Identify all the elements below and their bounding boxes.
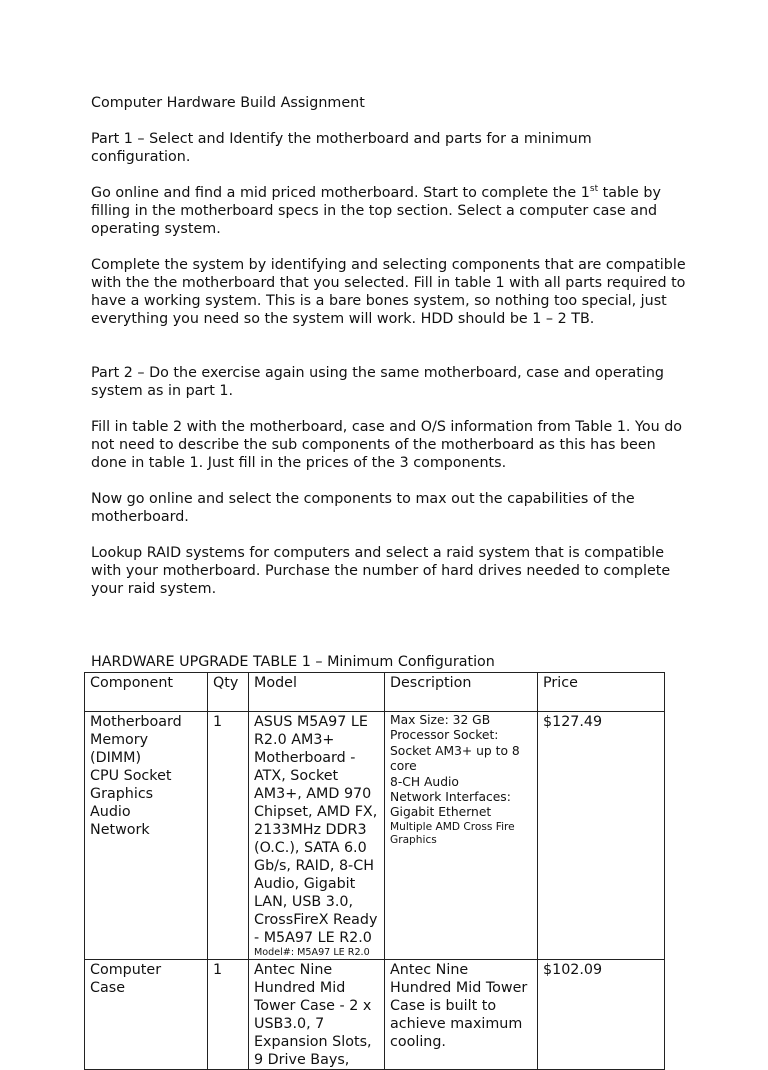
part2-raid: Lookup RAID systems for computers and select a raid system that is compatible with your motherboard. Purchase the number of hard drives needed to complete your raid system. — [91, 545, 671, 597]
header-component: Component — [85, 673, 208, 712]
component-line: Graphics — [90, 786, 154, 802]
header-price: Price — [538, 673, 665, 712]
component-line: (DIMM) — [90, 750, 142, 766]
component-line: Case — [90, 980, 125, 996]
model-text: ASUS M5A97 LE R2.0 AM3+ Motherboard - ATX, Socket AM3+, AMD 970 Chipset, AMD FX, 2133MHz DDR3 (O.C.), SATA 6.0 Gb/s, RAID, 8-CH Audio, Gigabit LAN, USB 3.0, CrossFireX Ready - M5A97 LE R2.0 — [254, 714, 378, 946]
header-model: Model — [249, 673, 385, 712]
part2-heading: Part 2 – Do the exercise again using the same motherboard, case and operating system as in part 1. — [91, 365, 664, 399]
price-cell: $127.49 — [538, 712, 665, 960]
qty-cell: 1 — [208, 712, 249, 960]
description-cell — [385, 712, 538, 960]
part2-instructions: Fill in table 2 with the motherboard, case and O/S information from Table 1. You do not need to describe the sub components of the motherboard as this has been done in table 1. Just fill in the prices of the 3 components. — [91, 419, 683, 471]
part1-heading: Part 1 – Select and Identify the motherboard and parts for a minimum configuration. — [91, 131, 592, 165]
description-cell: Antec Nine Hundred Mid Tower Case is built to achieve maximum cooling. — [385, 960, 538, 1070]
description-text: Max Size: 32 GB Processor Socket: Socket AM3+ up to 8 core 8-CH Audio Network Interfaces: Gigabit Ethernet — [390, 713, 520, 820]
component-line: Motherboard — [90, 714, 182, 730]
table-row — [85, 960, 665, 1070]
hardware-table-1 — [84, 672, 665, 1070]
model-cell — [249, 712, 385, 960]
ordinal-superscript: st — [589, 184, 599, 195]
document-body — [91, 94, 691, 616]
header-qty: Qty — [208, 673, 249, 712]
model-cell: Antec Nine Hundred Mid Tower Case - 2 x USB3.0, 7 Expansion Slots, 9 Drive Bays, — [249, 960, 385, 1070]
model-number: Model#: M5A97 LE R2.0 — [254, 947, 370, 958]
component-cell — [85, 712, 208, 960]
component-line: Memory — [90, 732, 149, 748]
document-title: Computer Hardware Build Assignment — [91, 95, 365, 111]
table-row — [85, 712, 665, 960]
table-header-row — [85, 673, 665, 712]
component-cell — [85, 960, 208, 1070]
component-line: Computer — [90, 962, 162, 978]
part1-text-after: table by filling in the motherboard specs in the top section. Select a computer case and operating system. — [91, 185, 661, 237]
table1-caption: HARDWARE UPGRADE TABLE 1 – Minimum Configuration — [91, 654, 495, 670]
component-line: Network — [90, 822, 150, 838]
part1-instructions — [91, 184, 691, 238]
price-cell: $102.09 — [538, 960, 665, 1070]
qty-cell: 1 — [208, 960, 249, 1070]
part2-components: Now go online and select the components to max out the capabilities of the motherboard. — [91, 491, 635, 525]
part1-text-before: Go online and find a mid priced motherboard. Start to complete the 1 — [91, 185, 590, 201]
component-line: CPU Socket — [90, 768, 172, 784]
component-line: Audio — [90, 804, 131, 820]
description-note: Multiple AMD Cross Fire Graphics — [390, 820, 515, 847]
part1-details: Complete the system by identifying and selecting components that are compatible with the the motherboard that you selected. Fill in table 1 with all parts required to have a working system. This is a bare bones system, so nothing too special, just everything you need so the system will work. HDD should be 1 – 2 TB. — [91, 257, 686, 327]
header-description: Description — [385, 673, 538, 712]
